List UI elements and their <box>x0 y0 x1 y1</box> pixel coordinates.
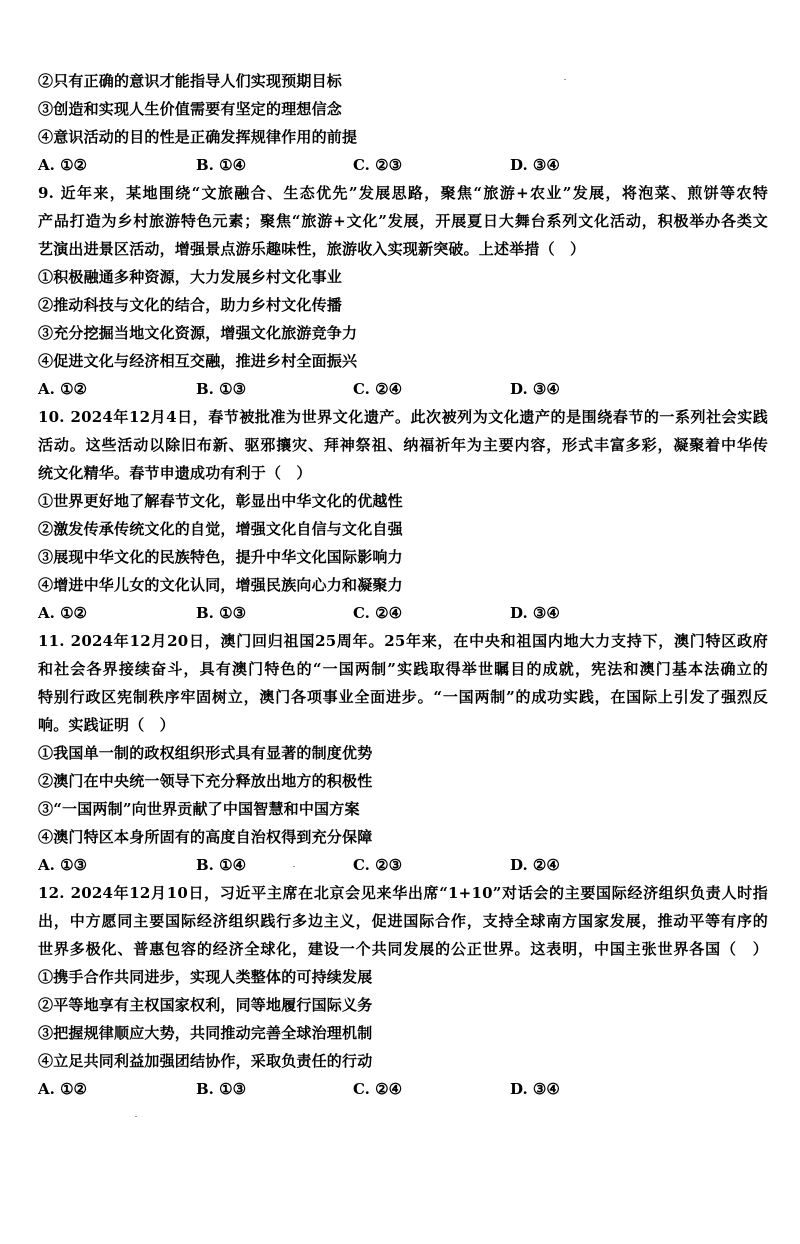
q11-option-b: B. ①④ <box>196 856 247 874</box>
q8-option-d: D. ③④ <box>510 156 560 174</box>
q11-options <box>38 855 768 875</box>
q10-option-d: D. ③④ <box>510 604 560 622</box>
q9-item-4: ④促进文化与经济相互交融，推进乡村全面振兴 <box>38 352 358 370</box>
q12-option-b: B. ①③ <box>196 1080 247 1098</box>
q10-item-3: ③展现中华文化的民族特色，提升中华文化国际影响力 <box>38 548 403 566</box>
q10-options <box>38 603 768 623</box>
q12-item-2: ②平等地享有主权国家权利，同等地履行国际义务 <box>38 996 373 1014</box>
q9-stem-line-2: 产品打造为乡村旅游特色元素；聚焦“旅游+文化”发展，开展夏日大舞台系列文化活动，积极举办各类文 <box>38 212 768 230</box>
q11-item-4: ④澳门特区本身所固有的高度自治权得到充分保障 <box>38 828 373 846</box>
q11-option-a: A. ①③ <box>38 856 87 874</box>
q10-item-1: ①世界更好地了解春节文化，彰显出中华文化的优越性 <box>38 492 403 510</box>
q10-option-a: A. ①② <box>38 604 87 622</box>
q8-option-c: C. ②③ <box>353 156 403 174</box>
q12-option-c: C. ②④ <box>353 1080 403 1098</box>
q11-option-d: D. ②④ <box>510 856 560 874</box>
q9-options <box>38 379 768 399</box>
q11-option-c: C. ②③ <box>353 856 403 874</box>
q9-option-c: C. ②④ <box>353 380 403 398</box>
q11-stem-line-4: 响。实践证明（ ） <box>38 716 175 734</box>
q9-item-2: ②推动科技与文化的结合，助力乡村文化传播 <box>38 296 343 314</box>
scan-speck <box>293 866 295 867</box>
q9-option-a: A. ①② <box>38 380 87 398</box>
q8-option-a: A. ①② <box>38 156 87 174</box>
q10-option-c: C. ②④ <box>353 604 403 622</box>
q10-option-b: B. ①③ <box>196 604 247 622</box>
q9-item-3: ③充分挖掘当地文化资源，增强文化旅游竞争力 <box>38 324 358 342</box>
q8-options <box>38 155 768 175</box>
q12-option-d: D. ③④ <box>510 1080 560 1098</box>
q12-stem-line-2: 出，中方愿同主要国际经济组织践行多边主义，促进国际合作，支持全球南方国家发展，推动平等有序的 <box>38 912 768 930</box>
q12-item-4: ④立足共同利益加强团结协作，采取负责任的行动 <box>38 1052 373 1070</box>
q12-option-a: A. ①② <box>38 1080 87 1098</box>
q10-item-4: ④增进中华儿女的文化认同，增强民族向心力和凝聚力 <box>38 576 403 594</box>
q12-stem-line-3: 世界多极化、普惠包容的经济全球化，建设一个共同发展的公正世界。这表明，中国主张世界各国（ ） <box>38 940 768 958</box>
q12-item-3: ③把握规律顺应大势，共同推动完善全球治理机制 <box>38 1024 373 1042</box>
q8-item-3: ③创造和实现人生价值需要有坚定的理想信念 <box>38 100 343 118</box>
q11-stem-line-3: 特别行政区宪制秩序牢固树立，澳门各项事业全面进步。“一国两制”的成功实践，在国际上引发了强烈反 <box>38 688 768 706</box>
q10-stem-line-3: 统文化精华。春节申遗成功有利于（ ） <box>38 464 312 482</box>
q9-option-b: B. ①③ <box>196 380 247 398</box>
q11-item-3: ③“一国两制”向世界贡献了中国智慧和中国方案 <box>38 800 360 818</box>
q11-item-2: ②澳门在中央统一领导下充分释放出地方的积极性 <box>38 772 373 790</box>
q10-stem-line-2: 活动。这些活动以除旧布新、驱邪攘灾、拜神祭祖、纳福祈年为主要内容，形式丰富多彩，凝聚着中华传 <box>38 436 768 454</box>
q10-item-2: ②激发传承传统文化的自觉，增强文化自信与文化自强 <box>38 520 403 538</box>
q12-options <box>38 1079 768 1099</box>
scan-speck <box>135 1116 137 1117</box>
q9-option-d: D. ③④ <box>510 380 560 398</box>
q11-stem-line-1: 11. 2024年12月20日，澳门回归祖国25周年。25年来，在中央和祖国内地大力支持下，澳门特区政府 <box>38 632 768 650</box>
q11-item-1: ①我国单一制的政权组织形式具有显著的制度优势 <box>38 744 373 762</box>
q8-item-4: ④意识活动的目的性是正确发挥规律作用的前提 <box>38 128 358 146</box>
q11-stem-line-2: 和社会各界接续奋斗，具有澳门特色的“一国两制”实践取得举世瞩目的成就，宪法和澳门基本法确立的 <box>38 660 768 678</box>
q10-stem-line-1: 10. 2024年12月4日，春节被批准为世界文化遗产。此次被列为文化遗产的是围绕春节的一系列社会实践 <box>38 408 768 426</box>
q8-item-2: ②只有正确的意识才能指导人们实现预期目标 <box>38 72 343 90</box>
scan-speck <box>564 79 566 80</box>
q8-option-b: B. ①④ <box>196 156 247 174</box>
q9-stem-line-1: 9. 近年来，某地围绕“文旅融合、生态优先”发展思路，聚焦“旅游+农业”发展，将泡菜、煎饼等农特 <box>38 184 768 202</box>
q12-item-1: ①携手合作共同进步，实现人类整体的可持续发展 <box>38 968 373 986</box>
q12-stem-line-1: 12. 2024年12月10日，习近平主席在北京会见来华出席“1+10”对话会的主要国际经济组织负责人时指 <box>38 884 768 902</box>
q9-item-1: ①积极融通多种资源，大力发展乡村文化事业 <box>38 268 343 286</box>
q9-stem-line-3: 艺演出进景区活动，增强景点游乐趣味性，旅游收入实现新突破。上述举措（ ） <box>38 240 586 258</box>
